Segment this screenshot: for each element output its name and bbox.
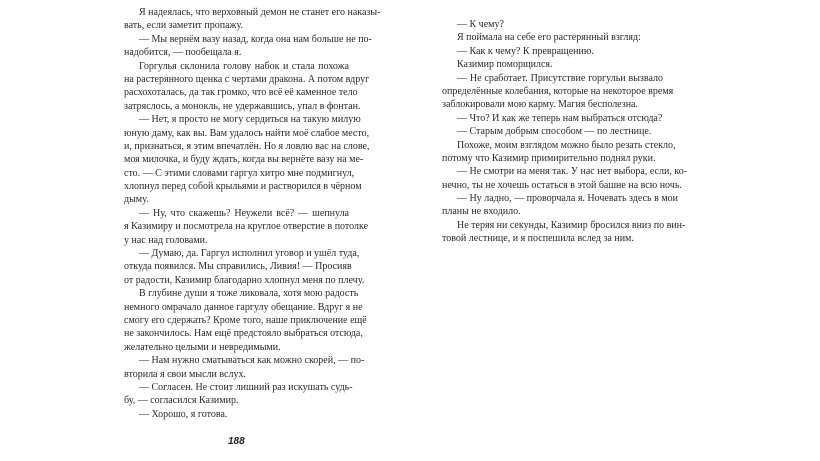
paragraph xyxy=(442,58,663,71)
text-line: Я надеялась, что верховный демон не станет его наказы- xyxy=(139,7,381,18)
text-line: вать, если заметит пропажу. xyxy=(124,20,243,32)
paragraph xyxy=(442,31,663,44)
text-line: смогу его сдержать? Кроме того, наше приключение ещё xyxy=(124,314,367,326)
right-page-text xyxy=(442,18,688,246)
paragraph xyxy=(442,18,663,31)
text-line: бу, — согласился Казимир. xyxy=(124,395,239,407)
text-line: хлопнул перед собой крыльями и растворился в чёрном xyxy=(124,181,362,193)
text-line: — Не сработает. Присутствие горгульи вызвало xyxy=(457,72,663,84)
text-line: расхохоталась, да так громко, что всё её каменное тело xyxy=(124,87,358,99)
text-line: юную даму, как вы. Вам удалось найти моё слабое место, xyxy=(124,127,370,139)
text-line: моя милочка, и буду ждать, когда вы вернёте вазу на ме- xyxy=(124,154,364,166)
text-line: — Нет, я просто не могу сердиться на такую милую xyxy=(139,114,361,126)
text-line: немного омрачало данное гаргулу обещание. Вдруг я не xyxy=(124,301,363,313)
paragraph xyxy=(442,45,663,58)
text-line: сто. — С этими словами гаргул хитро мне подмигнул, xyxy=(124,167,355,179)
text-line: — Хорошо, я готова. xyxy=(139,408,228,420)
paragraph xyxy=(124,287,367,354)
text-line: — Старым добрым способом — по лестнице. xyxy=(457,126,652,138)
paragraph xyxy=(124,408,349,421)
text-line: — Думаю, да. Гаргул исполнил уговор и ушёл туда, xyxy=(139,248,360,260)
text-line: Я поймала на себе его растерянный взгляд: xyxy=(457,32,641,44)
text-line: товой лестнице, и я поспешила вслед за ним. xyxy=(442,233,634,245)
text-line: — Как к чему? К превращению. xyxy=(457,45,594,57)
paragraph xyxy=(442,112,663,125)
text-line: я Казимиру и посмотрела на круглое отверстие в потолке xyxy=(124,221,369,233)
paragraph xyxy=(442,72,674,112)
text-line: откуда появился. Мы справились, Ливия! — Просияв xyxy=(124,261,352,273)
text-line: потому что Казимир примирительно поднял руки. xyxy=(442,152,656,164)
text-line: — Ну ладно, — проворчала я. Ночевать здесь в мои xyxy=(457,193,679,205)
paragraph xyxy=(124,113,370,207)
paragraph xyxy=(124,6,381,33)
text-line: от радости, Казимир благодарно хлопнул меня по плечу. xyxy=(124,274,365,286)
text-line: — Нам нужно сматываться как можно скорей, — по- xyxy=(139,355,365,367)
text-line: Горгулья склонила голову набок и стала похожа xyxy=(139,60,349,72)
paragraph xyxy=(442,125,663,138)
text-line: и, признаться, я этим впечатлён. Но я ловлю вас на слове, xyxy=(124,140,370,152)
text-line: В глубине души я тоже ликовала, хотя мою радость xyxy=(139,288,359,300)
text-line: вторила я свои мысли вслух. xyxy=(124,368,246,380)
text-line: — Ну, что скажешь? Неужели всё? — шепнула xyxy=(139,207,349,219)
paragraph xyxy=(124,33,372,60)
text-line: — К чему? xyxy=(457,19,504,30)
text-line: определённые колебания, которые на некоторое время xyxy=(442,85,674,97)
text-line: Не теряя ни секунды, Казимир бросился вниз по вин- xyxy=(457,219,686,231)
paragraph xyxy=(124,247,365,287)
text-line: желательно целыми и невредимыми. xyxy=(124,341,281,353)
text-line: у нас над головами. xyxy=(124,234,208,246)
text-line: Казимир поморщился. xyxy=(457,59,553,71)
paragraph xyxy=(124,60,370,114)
text-line: нечно, ты не хочешь остаться в этой башне на всю ночь. xyxy=(442,179,682,191)
paragraph xyxy=(124,354,365,381)
text-line: не закончилось. Нам ещё предстояло выбраться отсюда, xyxy=(124,328,363,340)
left-page-text xyxy=(124,6,381,421)
text-line: дыму. xyxy=(124,194,149,206)
paragraph xyxy=(442,139,676,166)
page-number: 188 xyxy=(228,436,245,447)
paragraph xyxy=(124,207,369,247)
text-line: на растерянного щенка с чертами дракона. А потом вдруг xyxy=(124,73,370,85)
text-line: — Согласен. Не стоит лишний раз искушать судь- xyxy=(139,381,353,393)
paragraph xyxy=(442,192,679,219)
paragraph xyxy=(442,165,688,192)
text-line: заблокировали мою карму. Магия бесполезна. xyxy=(442,99,638,111)
text-line: Похоже, моим взглядом можно было резать стекло, xyxy=(457,139,676,151)
paragraph xyxy=(442,219,686,246)
text-line: надобится, — пообещала я. xyxy=(124,47,242,59)
text-line: планы не входило. xyxy=(442,206,521,218)
text-line: затряслось, а монокль, не удержавшись, упал в фонтан. xyxy=(124,100,361,112)
text-line: — Что? И как же теперь нам выбраться отсюда? xyxy=(457,112,663,124)
text-line: — Не смотри на меня так. У нас нет выбора, если, ко- xyxy=(457,166,688,178)
text-line: — Мы вернём вазу назад, когда она нам больше не по- xyxy=(139,33,372,45)
paragraph xyxy=(124,381,353,408)
